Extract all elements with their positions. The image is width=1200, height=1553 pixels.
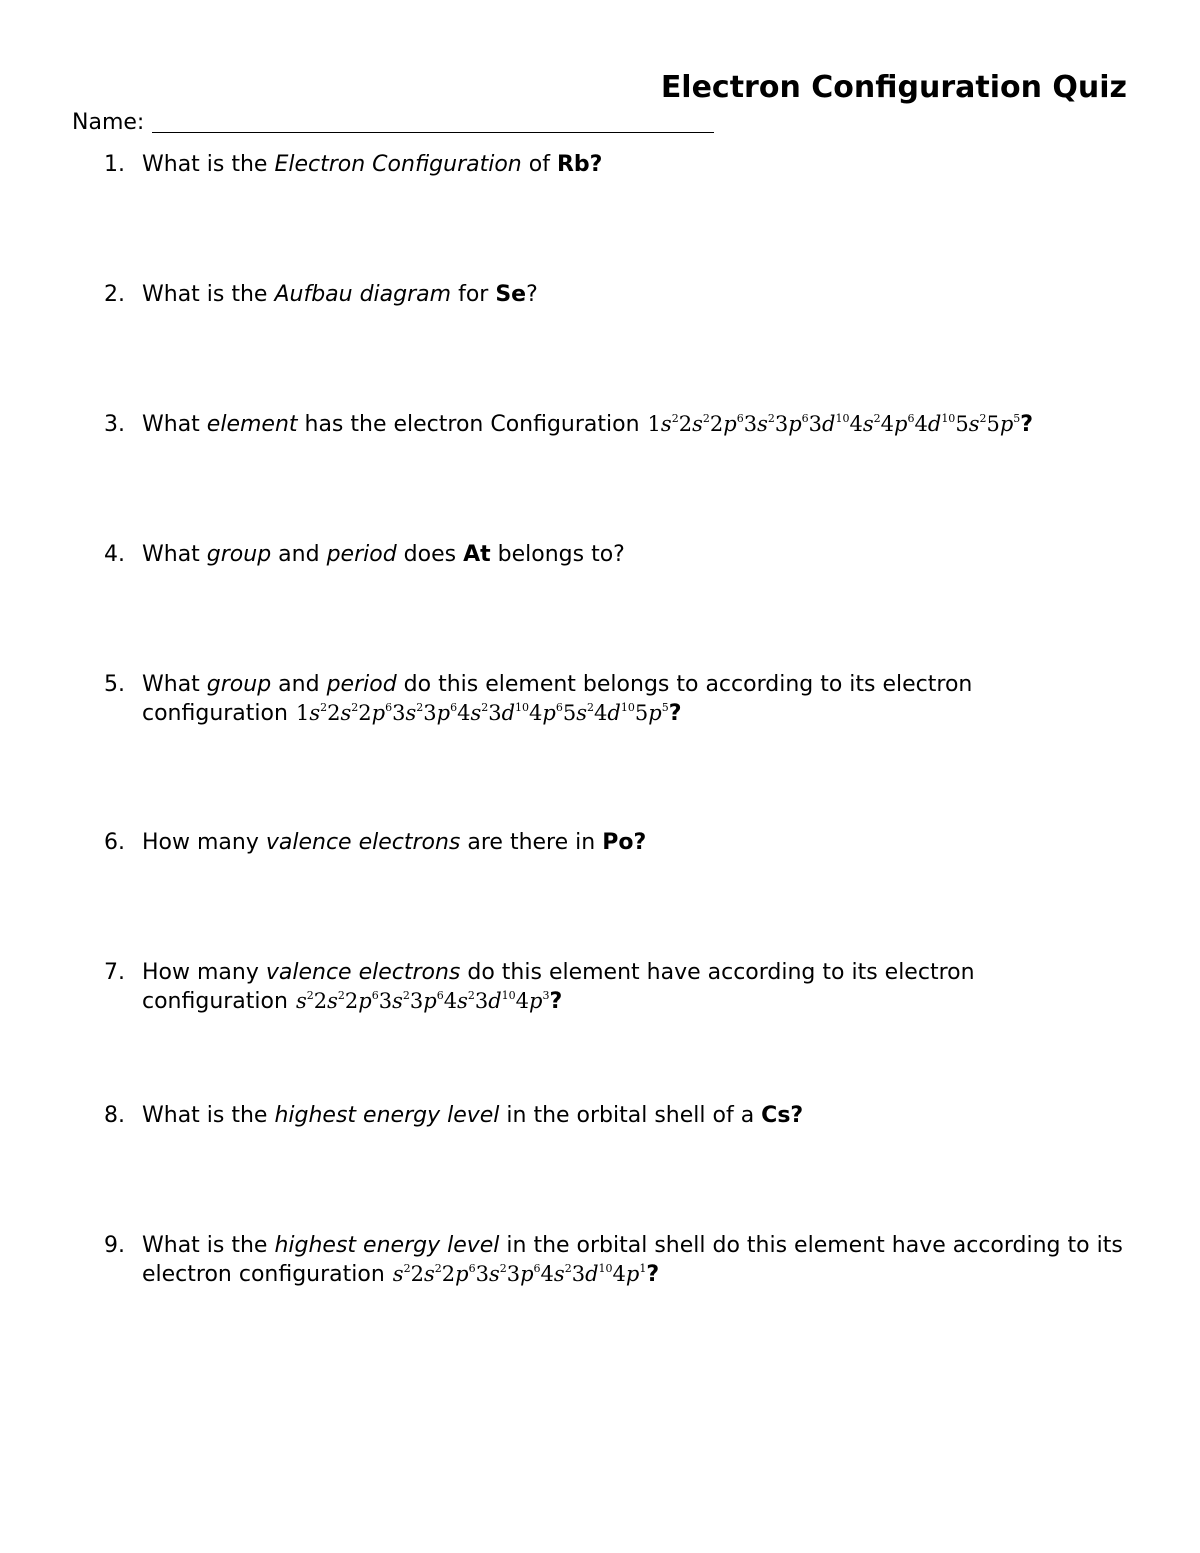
- energy-level: 2: [678, 412, 693, 436]
- question-text-part: How many: [142, 830, 266, 855]
- question-mark: ?: [646, 1262, 660, 1287]
- energy-level: 3: [409, 989, 424, 1013]
- energy-level: 4: [540, 1262, 554, 1286]
- orbital-letter: p: [423, 989, 437, 1013]
- emphasis-text: group: [206, 542, 272, 567]
- orbital-letter: s: [392, 1262, 404, 1286]
- electron-count: 10: [835, 412, 850, 425]
- electron-count: 6: [436, 989, 444, 1002]
- orbital-letter: s: [862, 412, 874, 436]
- electron-count: 6: [907, 412, 915, 425]
- question-mark: ?: [668, 701, 682, 726]
- energy-level: 1: [647, 412, 661, 436]
- electron-count: 6: [801, 412, 809, 425]
- question-number: 4.: [104, 542, 125, 567]
- emphasis-text: period: [326, 672, 397, 697]
- energy-level: 5: [986, 412, 1000, 436]
- orbital-letter: p: [894, 412, 908, 436]
- emphasis-text: Aufbau diagram: [274, 282, 452, 307]
- electron-count: 2: [481, 701, 489, 714]
- element-symbol: At: [463, 542, 491, 567]
- orbital-letter: s: [660, 412, 672, 436]
- electron-configuration: [648, 412, 1021, 436]
- orbital-letter: d: [488, 989, 502, 1013]
- electron-count: 2: [306, 989, 314, 1002]
- emphasis-text: valence electrons: [265, 830, 461, 855]
- question-text-part: does: [396, 542, 464, 567]
- energy-level: 2: [344, 989, 359, 1013]
- question-number: 9.: [104, 1233, 125, 1258]
- question-text-part: of: [521, 152, 557, 177]
- energy-level: 3: [488, 701, 502, 725]
- electron-count: 6: [468, 1262, 476, 1275]
- element-symbol: Rb?: [556, 152, 603, 177]
- electron-count: 2: [499, 1262, 507, 1275]
- question-text-part: How many: [142, 960, 266, 985]
- electron-count: 2: [434, 1262, 442, 1275]
- electron-count: 2: [467, 989, 475, 1002]
- question-text-part: What is the: [142, 1233, 275, 1258]
- energy-level: 3: [571, 1262, 586, 1286]
- orbital-letter: p: [455, 1262, 469, 1286]
- question-text: [142, 670, 1144, 728]
- electron-count: 2: [416, 701, 424, 714]
- energy-level: 4: [612, 1262, 626, 1286]
- electron-count: 10: [501, 989, 516, 1002]
- question-text: [142, 540, 1144, 569]
- electron-count: 2: [403, 1262, 411, 1275]
- energy-level: 4: [529, 701, 543, 725]
- electron-count: 10: [598, 1262, 613, 1275]
- question-number: 6.: [104, 830, 125, 855]
- question-number: 2.: [104, 282, 125, 307]
- question-text: [142, 828, 1144, 857]
- energy-level: 5: [562, 701, 577, 725]
- question-2: [104, 280, 1144, 309]
- question-7: [104, 958, 1144, 1016]
- electron-count: 2: [337, 989, 345, 1002]
- name-label: Name:: [72, 110, 145, 135]
- element-symbol: Cs?: [761, 1103, 804, 1128]
- question-text-part: has the electron Configuration: [297, 412, 640, 437]
- question-1: [104, 150, 1144, 179]
- orbital-letter: s: [392, 989, 403, 1013]
- orbital-letter: d: [822, 412, 836, 436]
- electron-configuration: [393, 1262, 647, 1286]
- name-line: [72, 108, 714, 135]
- electron-count: 5: [1013, 412, 1021, 425]
- question-text: [142, 280, 1144, 309]
- energy-level: 4: [880, 412, 895, 436]
- question-9: [104, 1231, 1144, 1289]
- orbital-letter: p: [436, 701, 451, 725]
- energy-level: 3: [474, 989, 489, 1013]
- energy-level: 2: [313, 989, 328, 1013]
- orbital-letter: s: [327, 989, 338, 1013]
- question-text-part: What: [142, 412, 207, 437]
- energy-level: 4: [443, 989, 458, 1013]
- question-text: [142, 150, 1144, 179]
- electron-count: 2: [702, 412, 710, 425]
- orbital-letter: p: [358, 989, 372, 1013]
- energy-level: 4: [849, 412, 863, 436]
- question-text-part: What is the: [142, 282, 275, 307]
- electron-configuration: [296, 701, 669, 725]
- electron-count: 1: [639, 1262, 647, 1275]
- question-text-part: in the orbital shell of a: [499, 1103, 762, 1128]
- orbital-letter: p: [999, 412, 1014, 436]
- energy-level: 3: [475, 1262, 489, 1286]
- energy-level: 3: [743, 412, 758, 436]
- energy-level: 3: [774, 412, 789, 436]
- question-text-part: for: [451, 282, 496, 307]
- energy-level: 3: [378, 989, 393, 1013]
- orbital-letter: p: [648, 701, 662, 725]
- question-number: 5.: [104, 672, 125, 697]
- question-3: [104, 410, 1144, 439]
- electron-count: 2: [320, 701, 328, 714]
- question-number: 7.: [104, 960, 125, 985]
- electron-count: 6: [555, 701, 563, 714]
- orbital-letter: d: [501, 701, 516, 725]
- question-text-part: belongs to?: [490, 542, 625, 567]
- electron-count: 2: [564, 1262, 572, 1275]
- emphasis-text: Electron Configuration: [274, 152, 522, 177]
- electron-count: 2: [587, 701, 595, 714]
- question-mark: ?: [1020, 412, 1034, 437]
- energy-level: 3: [808, 412, 823, 436]
- orbital-letter: p: [371, 701, 386, 725]
- question-5: [104, 670, 1144, 728]
- electron-count: 6: [450, 701, 458, 714]
- orbital-letter: s: [488, 1262, 500, 1286]
- energy-level: 1: [295, 701, 310, 725]
- energy-level: 4: [457, 701, 471, 725]
- electron-count: 2: [402, 989, 410, 1002]
- electron-count: 2: [671, 412, 679, 425]
- energy-level: 3: [423, 701, 437, 725]
- orbital-letter: s: [968, 412, 980, 436]
- question-text: [142, 1101, 1144, 1130]
- orbital-letter: p: [723, 412, 737, 436]
- orbital-letter: p: [520, 1262, 534, 1286]
- question-text-part: What is the: [142, 1103, 275, 1128]
- electron-count: 6: [385, 701, 393, 714]
- question-text-part: do this element belongs to according to its electron configuration: [142, 672, 973, 726]
- question-number: 8.: [104, 1103, 125, 1128]
- question-4: [104, 540, 1144, 569]
- orbital-letter: p: [788, 412, 802, 436]
- question-text-part: ?: [526, 282, 538, 307]
- electron-count: 3: [542, 989, 550, 1002]
- energy-level: 4: [914, 412, 928, 436]
- orbital-letter: s: [405, 701, 417, 725]
- electron-count: 2: [979, 412, 987, 425]
- orbital-letter: p: [529, 989, 543, 1013]
- electron-count: 2: [873, 412, 881, 425]
- electron-count: 6: [736, 412, 744, 425]
- electron-count: 2: [767, 412, 775, 425]
- orbital-letter: s: [553, 1262, 565, 1286]
- element-symbol: Po?: [602, 830, 647, 855]
- question-text-part: What: [142, 672, 207, 697]
- question-8: [104, 1101, 1144, 1130]
- question-number: 1.: [104, 152, 125, 177]
- energy-level: 4: [515, 989, 530, 1013]
- orbital-letter: d: [607, 701, 621, 725]
- question-mark: ?: [549, 989, 563, 1014]
- orbital-letter: s: [576, 701, 588, 725]
- orbital-letter: d: [585, 1262, 599, 1286]
- orbital-letter: s: [692, 412, 703, 436]
- element-symbol: Se: [495, 282, 527, 307]
- question-text: [142, 958, 1144, 1016]
- energy-level: 5: [955, 412, 969, 436]
- question-6: [104, 828, 1144, 857]
- electron-count: 5: [661, 701, 669, 714]
- question-text-part: in the orbital shell do this element have according to its electron configuration: [142, 1233, 1123, 1287]
- orbital-letter: s: [457, 989, 468, 1013]
- electron-count: 2: [351, 701, 359, 714]
- energy-level: 4: [594, 701, 608, 725]
- question-text: [142, 410, 1144, 439]
- emphasis-text: period: [326, 542, 397, 567]
- question-text: [142, 1231, 1144, 1289]
- energy-level: 2: [441, 1262, 456, 1286]
- question-number: 3.: [104, 412, 125, 437]
- orbital-letter: s: [757, 412, 768, 436]
- question-text-part: do this element have according to its electron configuration: [142, 960, 975, 1014]
- emphasis-text: element: [206, 412, 298, 437]
- orbital-letter: p: [542, 701, 556, 725]
- electron-configuration: [296, 989, 550, 1013]
- page-title: Electron Configuration Quiz: [660, 70, 1127, 105]
- electron-count: 10: [620, 701, 635, 714]
- electron-count: 6: [371, 989, 379, 1002]
- orbital-letter: p: [625, 1262, 640, 1286]
- energy-level: 2: [327, 701, 341, 725]
- emphasis-text: valence electrons: [265, 960, 461, 985]
- question-text-part: What is the: [142, 152, 275, 177]
- energy-level: 2: [709, 412, 724, 436]
- orbital-letter: s: [423, 1262, 435, 1286]
- question-text-part: and: [271, 542, 327, 567]
- emphasis-text: highest energy level: [274, 1233, 500, 1258]
- energy-level: 2: [358, 701, 372, 725]
- electron-count: 10: [515, 701, 530, 714]
- orbital-letter: d: [927, 412, 942, 436]
- question-text-part: and: [271, 672, 327, 697]
- name-blank-line: [152, 108, 714, 133]
- orbital-letter: s: [295, 989, 307, 1013]
- question-text-part: What: [142, 542, 207, 567]
- question-text-part: are there in: [460, 830, 603, 855]
- orbital-letter: s: [309, 701, 321, 725]
- energy-level: 5: [634, 701, 649, 725]
- orbital-letter: s: [470, 701, 482, 725]
- orbital-letter: s: [340, 701, 352, 725]
- emphasis-text: group: [206, 672, 272, 697]
- electron-count: 6: [533, 1262, 541, 1275]
- energy-level: 2: [410, 1262, 424, 1286]
- electron-count: 10: [941, 412, 956, 425]
- energy-level: 3: [392, 701, 406, 725]
- energy-level: 3: [506, 1262, 521, 1286]
- emphasis-text: highest energy level: [274, 1103, 500, 1128]
